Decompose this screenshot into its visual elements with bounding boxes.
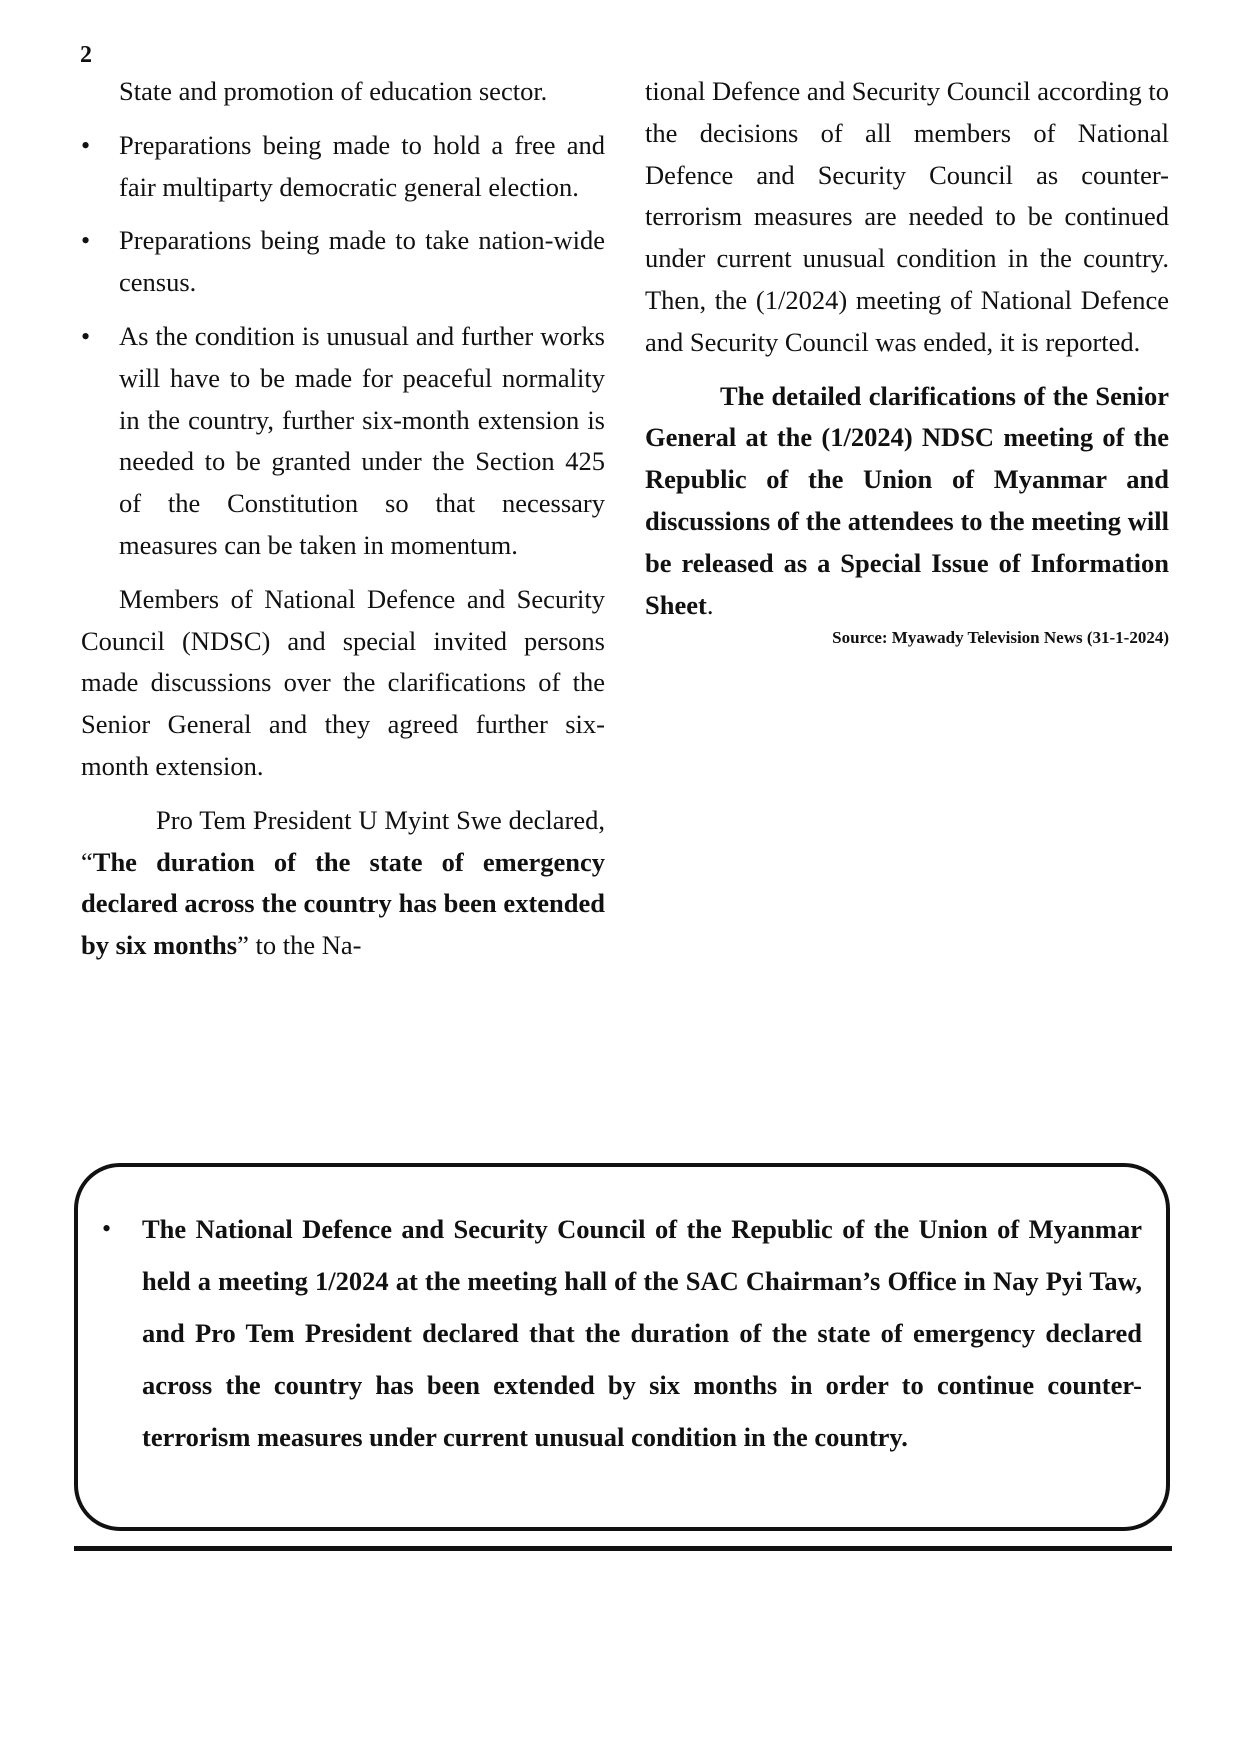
bullet-icon: • (81, 226, 91, 256)
bullet-text: Preparations being made to take nation-wide census. (119, 225, 605, 298)
clarifications-bold-text: The detailed clarifications of the Senior General at the (1/2024) NDSC meeting of the Republic of the Union of Myanmar and discussions of the attendees to the meeting will be released as a Special Issue of Information Sheet (645, 380, 1169, 620)
bullet-icon: • (81, 321, 91, 351)
bullet-icon: • (81, 130, 91, 160)
bullet-item-election (81, 125, 605, 209)
bullet-item-extension (81, 316, 605, 567)
page-number: 2 (80, 42, 92, 68)
continued-bullet-text: State and promotion of education sector. (119, 76, 548, 106)
declaration-tail: ” to the Na- (237, 930, 362, 961)
declaration-quote: The duration of the state of emergency declared across the country has been extended by six months (81, 846, 605, 961)
bullet-list (81, 125, 605, 567)
clarifications-paragraph (645, 376, 1169, 627)
clarifications-end: . (706, 589, 714, 620)
bullet-text: As the condition is unusual and further works will have to be made for peaceful normality in the country, further six-month extension is needed to be granted under the Section 425 of the Constitution so that necessary measures can be taken in momentum. (119, 320, 605, 560)
summary-bullet-icon: • (102, 1214, 112, 1243)
left-column (81, 71, 605, 967)
source-credit: Source: Myawady Television News (31-1-2024) (832, 628, 1169, 648)
bullet-text: Preparations being made to hold a free and fair multiparty democratic general election. (119, 129, 605, 202)
members-paragraph: Members of National Defence and Security Council (NDSC) and special invited persons made discussions over the clarifications of the Senior General and they agreed further six-month extension. (81, 583, 605, 781)
declaration-paragraph (81, 800, 605, 967)
right-column (645, 71, 1169, 650)
bottom-divider (74, 1546, 1172, 1551)
continuation-paragraph: tional Defence and Security Council according to the decisions of all members of National Defence and Security Council as counter-terrorism measures are needed to be continued under current unusual condition in the country. Then, the (1/2024) meeting of National Defence and Security Council was ended, it is reported. (645, 76, 1169, 357)
bullet-item-census (81, 220, 605, 304)
summary-box (74, 1163, 1170, 1531)
summary-text: The National Defence and Security Council of the Republic of the Union of Myanmar held a meeting 1/2024 at the meeting hall of the SAC Chairman’s Office in Nay Pyi Taw, and Pro Tem President declared that the duration of the state of emergency declared across the country has been extended by six months in order to continue counter-terrorism measures under current unusual condition in the country. (142, 1214, 1142, 1452)
declaration-lead: Pro Tem President U Myint Swe declared, “ (81, 804, 605, 877)
